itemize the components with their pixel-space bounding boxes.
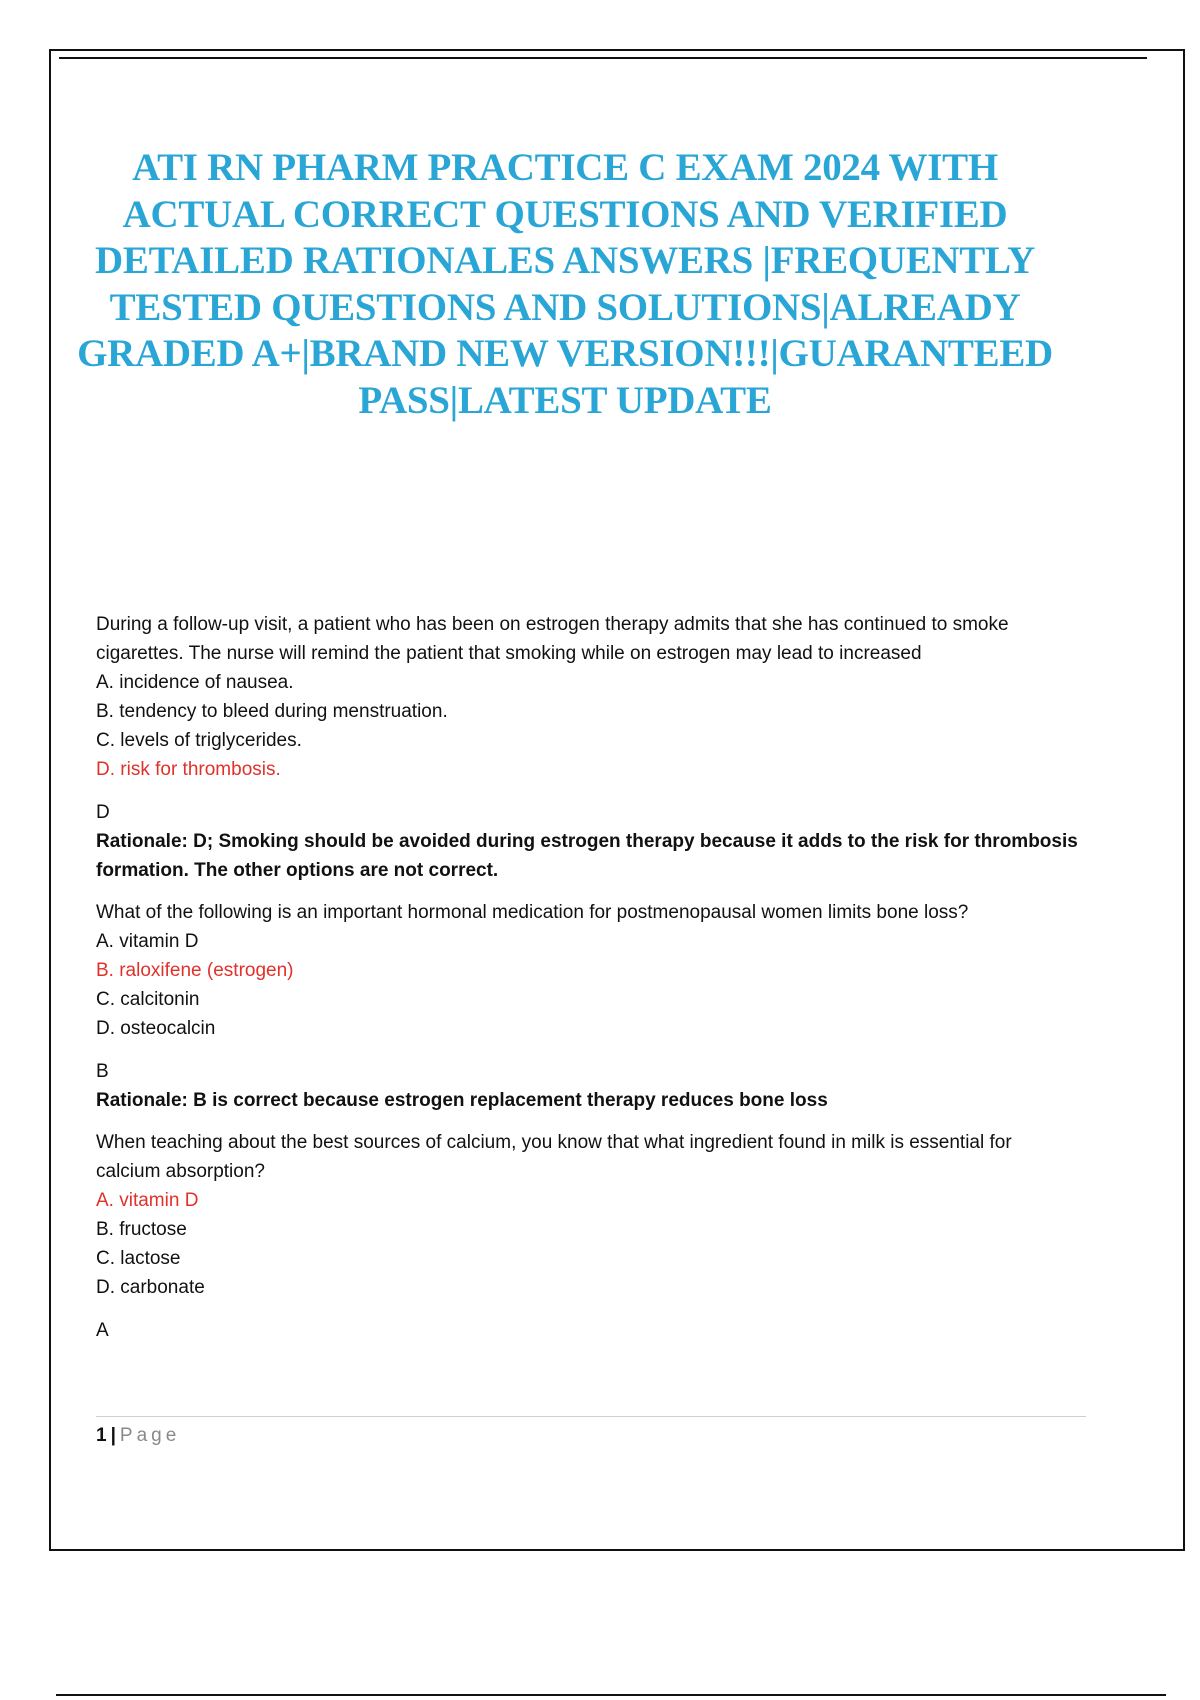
page-number: 1 — [96, 1425, 107, 1446]
option-b: B. fructose — [96, 1219, 187, 1240]
answer-key: D — [96, 802, 110, 823]
document-title: ATI RN PHARM PRACTICE C EXAM 2024 WITH ACTUAL CORRECT QUESTIONS AND VERIFIED DETAILED RATIONALES ANSWERS |FREQUENTLY TESTED QUESTIONS AND SOLUTIONS|ALREADY GRADED A+|BRAND NEW VERSION!!!|GUARANTEED PASS|LATEST UPDATE — [77, 146, 1053, 422]
header-rule — [59, 57, 1147, 59]
question-block — [96, 898, 1081, 1115]
option-a: A. incidence of nausea. — [96, 672, 294, 693]
option-c: C. calcitonin — [96, 989, 200, 1010]
option-list — [96, 927, 1081, 1043]
next-page-edge — [56, 1694, 1166, 1696]
option-list — [96, 1186, 1081, 1302]
question-block — [96, 610, 1081, 885]
question-stem: What of the following is an important hormonal medication for postmenopausal women limits bone loss? — [96, 902, 969, 923]
option-a: A. vitamin D — [96, 931, 199, 952]
option-c: C. levels of triglycerides. — [96, 730, 302, 751]
rationale: Rationale: B is correct because estrogen replacement therapy reduces bone loss — [96, 1090, 828, 1111]
footer-rule — [96, 1416, 1086, 1417]
option-a-correct: A. vitamin D — [96, 1190, 199, 1211]
option-b: B. tendency to bleed during menstruation. — [96, 701, 448, 722]
rationale: Rationale: D; Smoking should be avoided during estrogen therapy because it adds to the risk for thrombosis formation. The other options are not correct. — [96, 831, 1078, 881]
answer-key: A — [96, 1320, 109, 1341]
page-label: Page — [119, 1425, 181, 1446]
option-d: D. osteocalcin — [96, 1018, 216, 1039]
option-d-correct: D. risk for thrombosis. — [96, 759, 281, 780]
page-footer — [96, 1424, 180, 1448]
option-b-correct: B. raloxifene (estrogen) — [96, 960, 294, 981]
answer-key: B — [96, 1061, 109, 1082]
question-stem: During a follow-up visit, a patient who has been on estrogen therapy admits that she has continued to smoke cigarettes. The nurse will remind the patient that smoking while on estrogen may lead to increased — [96, 614, 1009, 664]
question-block — [96, 1128, 1081, 1345]
question-stem: When teaching about the best sources of calcium, you know that what ingredient found in milk is essential for calcium absorption? — [96, 1132, 1012, 1182]
option-d: D. carbonate — [96, 1277, 205, 1298]
question-list — [96, 610, 1081, 1358]
footer-separator: | — [110, 1425, 116, 1446]
option-c: C. lactose — [96, 1248, 181, 1269]
option-list — [96, 668, 1081, 784]
